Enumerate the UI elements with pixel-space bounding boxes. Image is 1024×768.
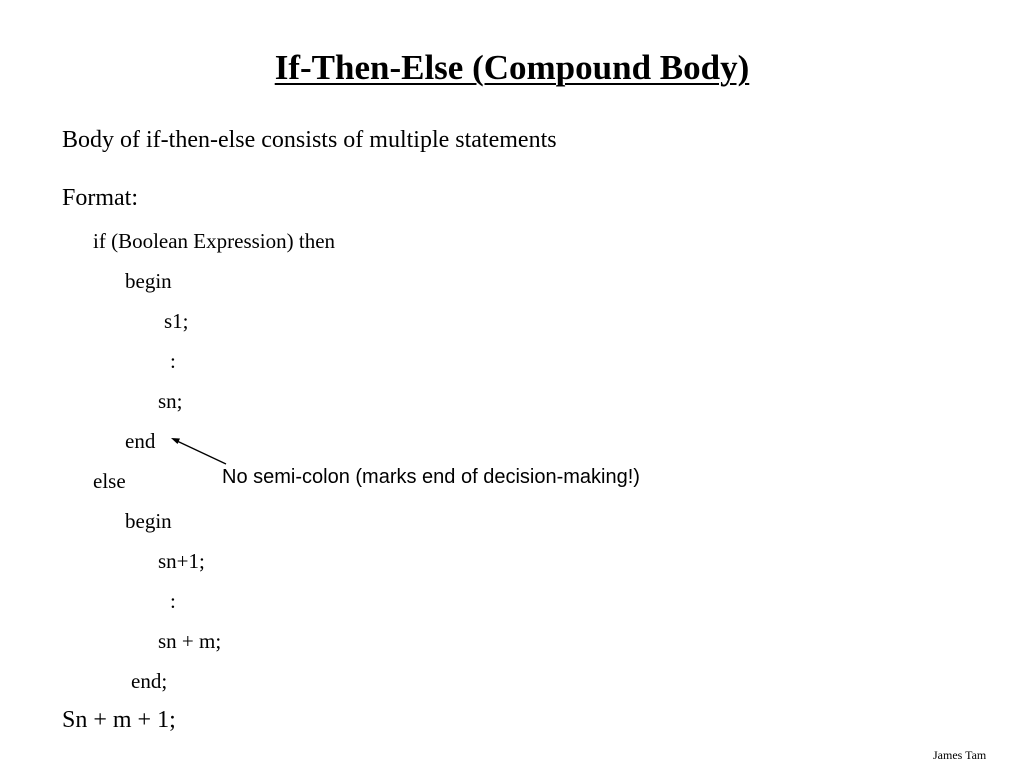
annotation-text: No semi-colon (marks end of decision-making!) (222, 466, 640, 488)
code-line-after: Sn + m + 1; (62, 707, 176, 733)
intro-text: Body of if-then-else consists of multiple statements (62, 127, 557, 153)
code-line-end-semicolon: end; (131, 669, 168, 693)
code-line-sn-plus-m: sn + m; (158, 629, 222, 653)
code-line-else: else (93, 469, 126, 493)
code-line-ellipsis: : (170, 349, 176, 373)
code-line-begin: begin (125, 269, 172, 293)
code-line-if: if (Boolean Expression) then (93, 229, 336, 253)
code-line-sn-plus-1: sn+1; (158, 549, 205, 573)
slide-title: If-Then-Else (Compound Body) (274, 48, 750, 87)
code-line-s1: s1; (164, 309, 189, 333)
format-label: Format: (62, 185, 138, 211)
code-line-begin-2: begin (125, 509, 172, 533)
footer-author: James Tam (933, 748, 987, 762)
code-line-ellipsis-2: : (170, 589, 176, 613)
code-line-sn: sn; (158, 389, 183, 413)
code-line-end: end (125, 429, 156, 453)
